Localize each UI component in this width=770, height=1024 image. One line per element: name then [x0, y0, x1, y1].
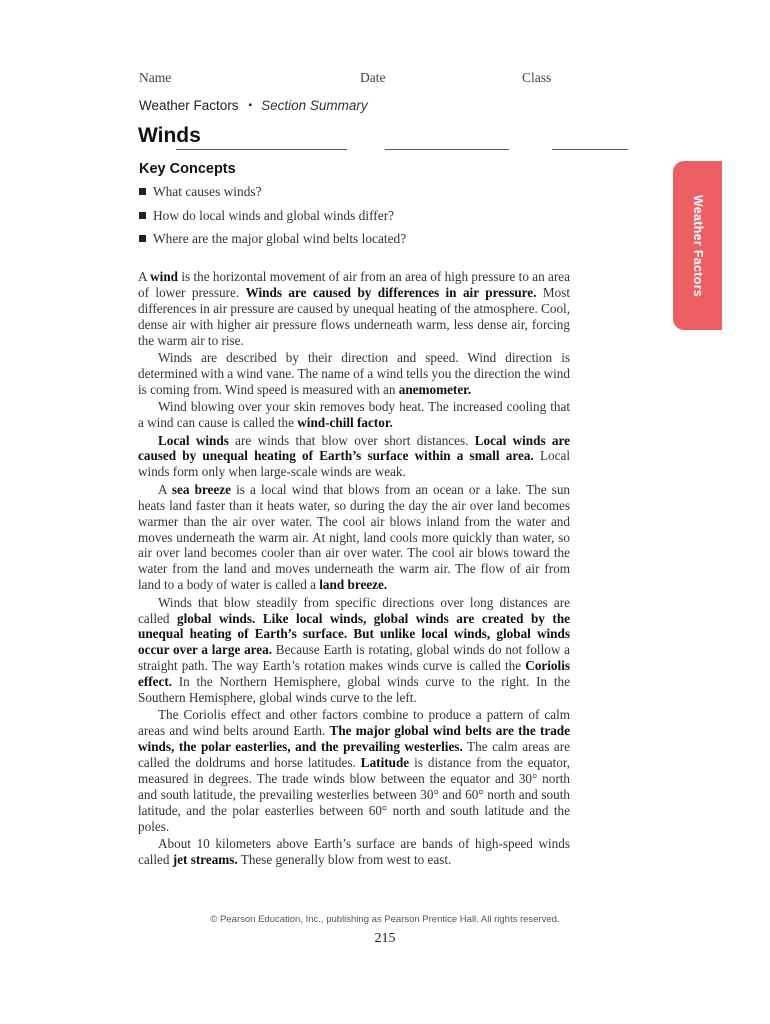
paragraph-text: is distance from the equator, measured in degrees. The trade winds blow between the equator and 30° north and south latitude, the prevailing westerlies between 30° and 60° north and south latitude, and the polar easterlies between 60° north and south latitude and the poles.: [138, 755, 571, 834]
key-term: land breeze.: [319, 577, 388, 593]
key-term: Local winds: [158, 432, 229, 448]
body-paragraph: [138, 482, 570, 593]
key-term: jet streams.: [172, 852, 238, 868]
date-label: Date: [360, 70, 386, 85]
name-blank: [176, 149, 347, 150]
paragraph-text: is a local wind that blows from an ocean or a lake. The sun heats land faster than it heats water, so during the day the air over land becomes warmer than the air over water. The cool air blows inland from the water and moves underneath the warm air. At night, land cools more quickly than water, so air over land becomes cooler than air over water. The cool air blows toward the water from the land and moves underneath the warm air. The flow of air from land to a body of water is called a: [138, 481, 571, 593]
paragraph-text: These generally blow from west to east.: [237, 852, 452, 868]
key-concept-item: [139, 208, 406, 232]
header-line: [139, 68, 634, 88]
body-paragraph: [138, 269, 570, 349]
paragraph-text: The calm areas are called the doldrums and horse latitudes.: [138, 739, 571, 771]
key-term: global winds.: [177, 610, 256, 626]
chapter-name: Weather Factors: [139, 98, 239, 113]
key-term: wind-chill factor.: [297, 415, 393, 431]
key-concepts-list: [139, 184, 406, 255]
class-blank: [552, 149, 628, 150]
paragraph-text: [255, 611, 263, 626]
page-number: 215: [374, 931, 396, 946]
key-concept-text: What causes winds?: [153, 184, 262, 199]
key-term: Latitude: [360, 755, 410, 771]
chapter-side-tab: [673, 161, 722, 330]
paragraph-text: is the horizontal movement of air from an area of high pressure to an area of lower pressure.: [138, 269, 571, 300]
key-concepts-heading: Key Concepts: [139, 161, 236, 177]
class-label: Class: [522, 70, 552, 85]
section-type: Section Summary: [261, 98, 368, 113]
date-blank: [385, 149, 509, 150]
key-term: Winds are caused by differences in air pressure.: [245, 284, 537, 300]
paragraph-text: Because Earth is rotating, global winds do not follow a straight path. The way Earth’s rotation makes winds curve is called the: [138, 642, 570, 674]
body-paragraph: [138, 595, 570, 706]
paragraph-text: Wind blowing over your skin removes body heat. The increased cooling that a wind can cause is called the: [138, 399, 570, 431]
paragraph-text: Winds are described by their direction and speed. Wind direction is determined with a wind vane. The name of a wind tells you the direction the wind is coming from. Wind speed is measured with an: [138, 350, 570, 397]
paragraph-text: In the Northern Hemisphere, global winds curve to the right. In the Southern Hemisphere, global winds curve to the left.: [138, 674, 570, 706]
paragraph-text: The Coriolis effect and other factors combine to produce a pattern of calm areas and wind belts around Earth.: [138, 707, 570, 739]
body-paragraph: [138, 350, 570, 398]
paragraph-text: are winds that blow over short distances.: [228, 432, 475, 448]
key-term: wind: [150, 269, 178, 284]
paragraph-text: Local winds form only when large-scale winds are weak.: [138, 448, 570, 480]
name-label: Name: [139, 70, 172, 85]
body-paragraph: [138, 836, 570, 868]
square-bullet-icon: [139, 188, 146, 195]
key-term: The major global wind belts are the trade winds, the polar easterlies, and the prevailing westerlies.: [138, 723, 570, 755]
key-term: Coriolis effect.: [138, 658, 570, 690]
body-paragraph: [138, 399, 570, 431]
square-bullet-icon: [139, 212, 146, 219]
paragraph-text: Winds that blow steadily from specific directions over long distances are called: [138, 594, 570, 626]
key-term: anemometer.: [398, 381, 472, 397]
key-concept-text: How do local winds and global winds differ?: [153, 207, 395, 223]
key-concept-text: Where are the major global wind belts located?: [153, 231, 407, 246]
section-subject: [139, 98, 368, 113]
body-paragraph: [138, 707, 570, 834]
page-title: Winds: [138, 124, 201, 147]
key-concept-item: [139, 184, 406, 208]
side-tab-label: Weather Factors: [690, 194, 705, 297]
paragraph-text: Most differences in air pressure are caused by unequal heating of the atmosphere. Cool, dense air with higher air pressure flows underneath warm, less dense air, forcing the warm air to rise.: [138, 284, 570, 348]
key-term: Local winds are caused by unequal heating of Earth’s surface within a small area.: [138, 432, 570, 464]
paragraph-text: A: [158, 481, 172, 497]
paragraph-text: About 10 kilometers above Earth’s surface are bands of high-speed winds called: [138, 836, 570, 868]
body-paragraph: [138, 433, 570, 481]
key-concept-item: [139, 231, 406, 255]
summary-body: [138, 269, 570, 870]
key-term: Like local winds, global winds are created by the unequal heating of Earth’s surface. But unlike local winds, global winds occur over a large area.: [138, 610, 571, 658]
square-bullet-icon: [139, 235, 146, 242]
key-term: sea breeze: [171, 481, 231, 497]
separator-bullet: ▪: [248, 100, 253, 111]
paragraph-text: A: [138, 269, 151, 284]
copyright-footer: © Pearson Education, Inc., publishing as Pearson Prentice Hall. All rights reserved.: [210, 914, 560, 925]
